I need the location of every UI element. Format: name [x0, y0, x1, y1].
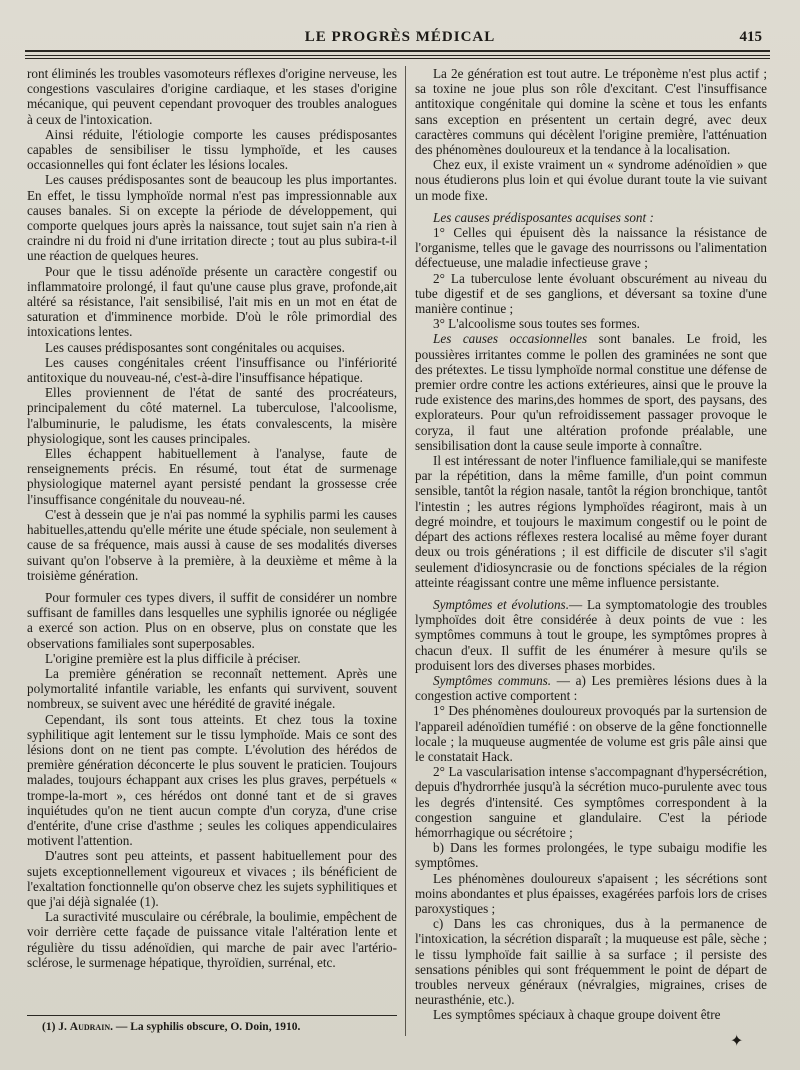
paragraph: Les causes congénitales créent l'insuffisance ou l'infériorité antitoxique du nouveau-né, c'est-à-dire l'insuffisance hépatique.: [27, 354, 397, 386]
header-rule: [25, 58, 770, 59]
column-divider: [405, 66, 406, 1036]
paragraph: Il est intéressant de noter l'influence familiale,qui se manifeste par la répétition, dans la même famille, d'un point commun sensible, tantôt la région nasale, tantôt la région bronchique, tantôt l'intestin ; les autres régions lymphoïdes réagiront, mais à un degré moindre, et toujours le maximum congestif ou le point de départ des actions réflexes restera localisé au même foyer durant deux ou trois générations ; il est difficile de discuter s'il s'agit seulement d'idiosyncrasie ou de fonctions spéciales de la région atteinte réagissant contre une même influence persistante.: [415, 453, 767, 590]
paragraph: Les phénomènes douloureux s'apaisent ; les sécrétions sont moins abondantes et plus épaisses, exagérées parfois lors de crises paroxystiques ;: [415, 870, 767, 916]
journal-title: LE PROGRÈS MÉDICAL: [304, 29, 496, 45]
footnote-author: Audrain.: [69, 1021, 113, 1033]
paragraph: D'autres sont peu atteints, et passent habituellement pour des sujets exceptionnellement vigoureux et vivaces ; ils bénéficient de l'exaltation fonctionnelle qu'on observe chez les sujets syphilitiques et que j'ai déjà signalée (1).: [27, 848, 397, 909]
paragraph: Les symptômes spéciaux à chaque groupe doivent être: [433, 1007, 721, 1023]
page-number: 415: [739, 29, 762, 45]
footnote-marker: (1) J.: [42, 1021, 67, 1033]
paragraph-body: — La symptomatologie des troubles lymphoïdes doit être considérée à deux points de vue : les symptômes communs à tout le groupe, les symptômes propres à chacun d'eux. Il suffit de les énumérer à mesure qu'ils se produisent lors des diverses phases morbides.: [415, 596, 768, 673]
paragraph: Pour formuler ces types divers, il suffit de considérer un nombre suffisant de familles dans lesquelles une syphilis ignorée ou négligée a exercé son action. Plus on en observe, plus on constate que les observations familiales sont superposables.: [27, 589, 397, 651]
paragraph: 3° L'alcoolisme sous toutes ses formes.: [433, 316, 640, 332]
paragraph: Ainsi réduite, l'étiologie comporte les causes prédisposantes capables de sensibiliser le tissu lymphoïde, et les causes occasionnelles qui font éclater les lésions locales.: [27, 126, 397, 173]
paragraph: La suractivité musculaire ou cérébrale, la boulimie, empêchent de voir derrière cette façade de puissance vitale l'altération lente et régulière du tissu adénoïdien, qui marche de pair avec l'artério-sclérose, le surmenage hépatique, thyroïdien, surrénal, etc.: [27, 909, 397, 970]
section-heading: Symptômes communs.: [433, 672, 552, 688]
paragraph: 1° Des phénomènes douloureux provoqués par la surtension de l'appareil adénoïdien tuméfié : on observe de la gêne fonctionnelle locale ; la muqueuse augmentée de volume est gris pâle ainsi que le constatait Hack.: [415, 703, 767, 764]
paragraph: ront éliminés les troubles vasomoteurs réflexes d'origine nerveuse, les congestions vasculaires d'origine cardiaque, et les stases d'origine mécanique, qui peuvent cependant provoquer des troubles analogues à ceux de l'intoxication.: [27, 66, 397, 127]
paragraph: Les causes prédisposantes sont congénitales ou acquises.: [45, 339, 345, 355]
paragraph: C'est à dessein que je n'ai pas nommé la syphilis parmi les causes habituelles,attendu qu'elle mérite une étude spéciale, non seulement à cause de sa fréquence, mais aussi à cause de ses modalités diverses suivant qu'on l'observe à la première, à la deuxième et même à la troisième génération.: [27, 506, 397, 583]
paragraph: Elles proviennent de l'état de santé des procréateurs, principalement du côté maternel. La tuberculose, l'alcoolisme, l'albuminurie, le paludisme, les états convalescents, la misère physiologique, sont les causes principales.: [27, 385, 397, 446]
footnote-text: — La syphilis obscure, O. Doin, 1910.: [115, 1021, 301, 1033]
right-column: [415, 66, 767, 1023]
section-heading: Symptômes et évolutions.: [433, 596, 569, 612]
paragraph: La première génération se reconnaît nettement. Après une polymortalité infantile variable, les enfants qui survivent, souvent nombreux, se suivent avec une hérédité de gravité inégale.: [27, 665, 397, 712]
paragraph: [415, 597, 767, 673]
paragraph-body: — a) Les premières lésions dues à la congestion active comportent :: [415, 672, 767, 704]
paragraph: 1° Celles qui épuisent dès la naissance la résistance de l'organisme, telles que le gavage des nourrissons ou l'alimentation défectueuse, une maladie infectieuse grave ;: [415, 225, 767, 271]
header-rule: [25, 50, 770, 52]
paragraph-body: sont banales. Le froid, les poussières irritantes comme le pollen des graminées ne sont que des prétextes. Le tissu lymphoïde normal constitue une défense de premier ordre contre les actions extérieures, ainsi que le prouve la rude existence des marins,des hommes de sport, des paysans, des explorateurs. Pour qu'un refroidissement passager provoque le coryza, il faut une altération profonde préalable, une sensibilisation dont la cause seule importe à connaître.: [415, 331, 767, 453]
paragraph: b) Dans les formes prolongées, le type subaigu modifie les symptômes.: [415, 840, 767, 871]
paragraph: La 2e génération est tout autre. Le tréponème n'est plus actif ; sa toxine ne joue plus son rôle d'excitant. C'est l'insuffisance antitoxique congénitale qui domine la scène et tous les enfants sans exception en présentent un certain degré, avec deux caractères communs qui décèlent l'origine première, l'atténuation des phénomènes douloureux et la tendance à la localisation.: [415, 66, 767, 158]
paragraph: [415, 673, 767, 703]
paragraph: 2° La tuberculose lente évoluant obscurément au niveau du tube digestif et de ses ganglions, et déversant sa toxine d'une manière continue ;: [415, 270, 767, 317]
paragraph: Elles échappent habituellement à l'analyse, faute de renseignements précis. En résumé, tout état de surmenage physiologique maternel ayant persisté pendant la grossesse crée l'insuffisance congénitale du nouveau-né.: [27, 446, 397, 507]
left-column: [27, 66, 397, 970]
page-header: [20, 26, 780, 50]
paragraph: Chez eux, il existe vraiment un « syndrome adénoïdien » que nous étudierons plus loin et qui évolue durant toute la vie suivant un mode fixe.: [415, 157, 767, 203]
paragraph: 2° La vascularisation intense s'accompagnant d'hypersécrétion, depuis d'hydrorrhée jusqu'à la sécrétion muco-purulente avec tous les degrés d'intensité. Ces symptômes correspondent à la congestion sanguine et glandulaire. C'est la période hémorrhagique ou sécrétoire ;: [415, 764, 767, 840]
paragraph: Les causes prédisposantes sont de beaucoup les plus importantes. En effet, le tissu lymphoïde normal n'est pas impressionnable aux causes banales. Si on excepte la période de développement, qui comporte quelques jours après la naissance, tout sujet sain n'a rien à craindre ni du froid ni d'une irritation directe ; tout au plus subira-t-il une réaction de quelques heures.: [27, 172, 397, 264]
footnote-rule: [27, 1015, 397, 1016]
paragraph: [415, 331, 767, 453]
italic-lead: Les causes occasionnelles: [433, 331, 588, 347]
paragraph: Cependant, ils sont tous atteints. Et chez tous la toxine syphilitique agit lentement sur le tissu lymphoïde. Mais ce sont des lésions dont on ne tient pas compte. L'évolution des hérédos de première génération déconcerte le plus souvent le praticien. Toujours malades, toujours échappant aux crises les plus graves, perpétuels « trompe-la-mort », ces hérédos ont donné tant et de si graves inquiétudes qu'on ne tient aucun compte d'un coryza, d'une crise d'entérite, d'une crise d'asthme ; seules les coliques appendiculaires motivent l'attention.: [27, 711, 397, 849]
ornament-icon: ✦: [730, 1033, 744, 1050]
paragraph: c) Dans les cas chroniques, dus à la permanence de l'intoxication, la sécrétion disparaît ; la muqueuse est pâle, sèche ; le tissu lymphoïde fait saillie à sa surface ; il persiste des sensations pénibles qui sont fréquemment le point de départ de troubles nerveux généraux (névralgies, migraines, crises de neurasthénie, etc.).: [415, 916, 767, 1008]
header-rule: [25, 55, 770, 56]
footnote: [42, 1020, 402, 1034]
paragraph: Pour que le tissu adénoïde présente un caractère congestif ou inflammatoire prolongé, il faut qu'une cause plus grave, profonde,ait altéré sa résistance, l'ait sensibilisé, l'ait mis en un mot en état de saturation et d'imminence morbide. D'où le rôle primordial des intoxications lentes.: [27, 263, 397, 340]
section-lead: Les causes prédisposantes acquises sont :: [433, 209, 654, 225]
paragraph: L'origine première est la plus difficile à préciser.: [45, 650, 301, 666]
